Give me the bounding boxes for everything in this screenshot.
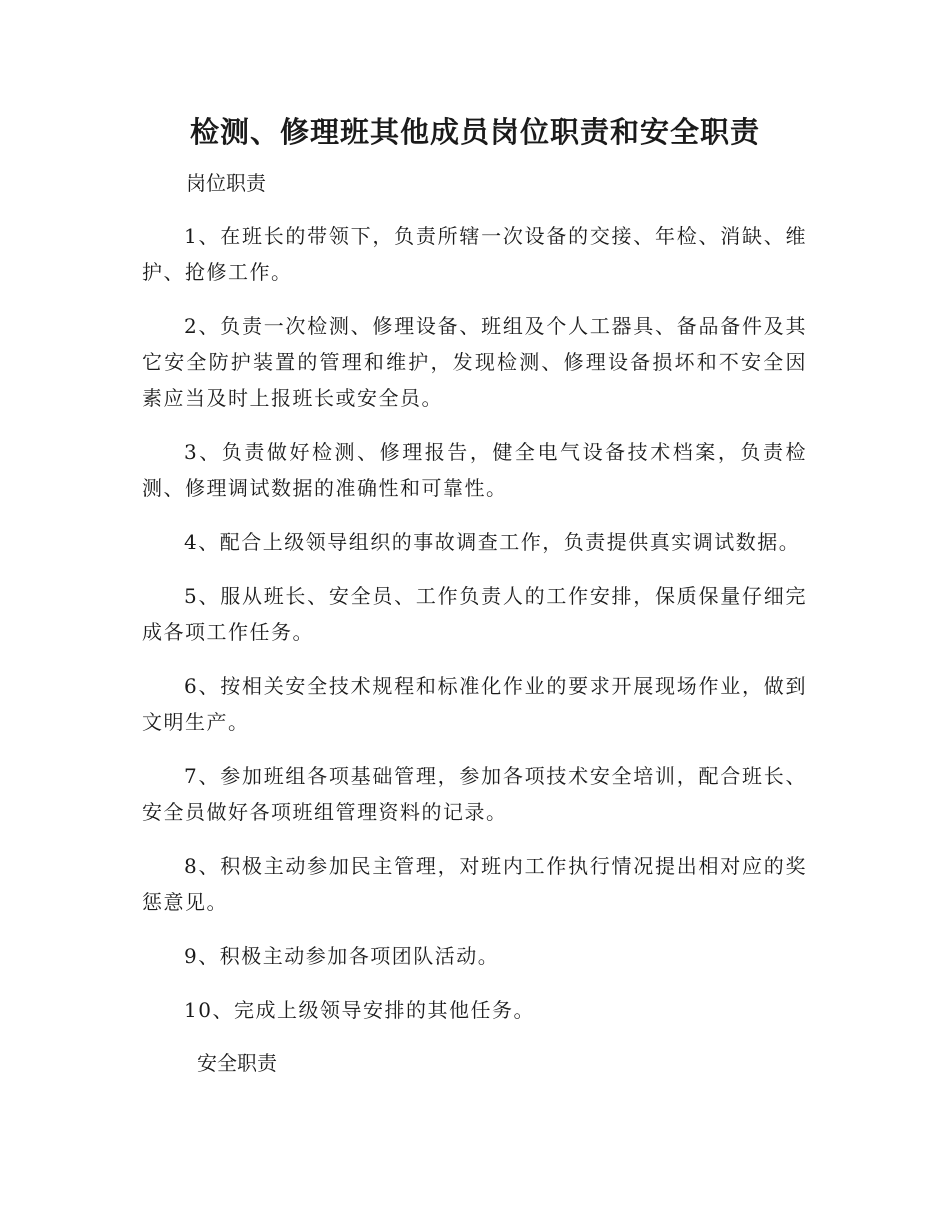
duty-paragraph: 2、负责一次检测、修理设备、班组及个人工器具、备品备件及其它安全防护装置的管理和维护，发现检测、修理设备损坏和不安全因素应当及时上报班长或安全员。: [142, 314, 807, 410]
section-heading-safety: 安全职责: [197, 1051, 277, 1075]
duty-paragraph: 5、服从班长、安全员、工作负责人的工作安排，保质保量仔细完成各项工作任务。: [142, 584, 807, 644]
section-heading-duties: 岗位职责: [186, 171, 266, 195]
duty-paragraph: 7、参加班组各项基础管理，参加各项技术安全培训，配合班长、安全员做好各项班组管理资料的记录。: [142, 764, 807, 824]
document-body: [142, 166, 807, 1080]
duty-paragraph: 6、按相关安全技术规程和标准化作业的要求开展现场作业，做到文明生产。: [142, 674, 807, 734]
duty-paragraph: 10、完成上级领导安排的其他任务。: [184, 998, 535, 1022]
duty-paragraph: 3、负责做好检测、修理报告，健全电气设备技术档案，负责检测、修理调试数据的准确性和可靠性。: [142, 440, 807, 500]
duty-paragraph: 9、积极主动参加各项团队活动。: [184, 944, 500, 968]
duty-paragraph: 1、在班长的带领下，负责所辖一次设备的交接、年检、消缺、维护、抢修工作。: [142, 224, 807, 284]
duty-paragraph: 8、积极主动参加民主管理，对班内工作执行情况提出相对应的奖惩意见。: [142, 854, 807, 914]
duty-paragraph: 4、配合上级领导组织的事故调查工作，负责提供真实调试数据。: [184, 530, 801, 554]
page-title: 检测、修理班其他成员岗位职责和安全职责: [189, 115, 760, 149]
